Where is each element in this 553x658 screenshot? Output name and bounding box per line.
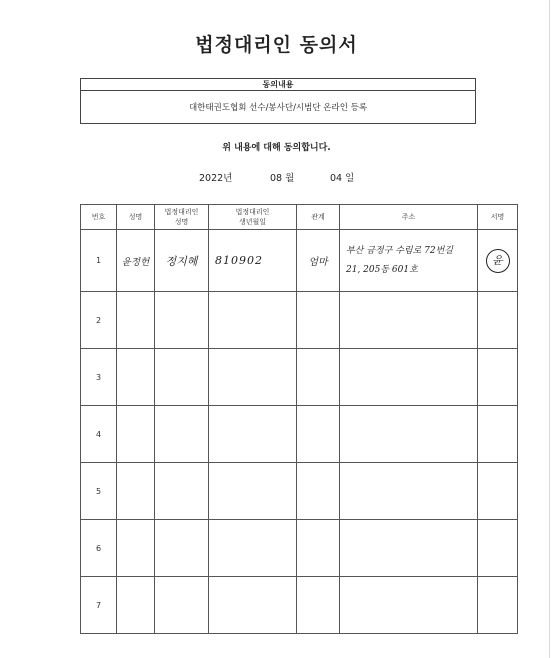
row-signature — [478, 230, 518, 292]
header-guardian-name — [155, 205, 209, 230]
row-relation — [297, 463, 340, 520]
row-signature — [478, 463, 518, 520]
row-name — [117, 292, 155, 349]
consent-box — [80, 78, 476, 124]
row-guardian-birth — [209, 292, 297, 349]
table-row — [81, 349, 518, 406]
handwritten-signature: 윤 — [486, 249, 510, 273]
row-signature — [478, 577, 518, 634]
handwritten-address-line1: 부산 금정구 수림로 72번길 — [346, 245, 453, 256]
row-name — [117, 406, 155, 463]
row-relation — [297, 349, 340, 406]
row-guardian-name — [155, 230, 209, 292]
table-row — [81, 463, 518, 520]
header-address: 주소 — [340, 205, 478, 230]
consent-header: 동의내용 — [81, 79, 475, 91]
row-relation — [297, 577, 340, 634]
row-guardian-name — [155, 349, 209, 406]
row-relation — [297, 406, 340, 463]
row-relation — [297, 520, 340, 577]
row-guardian-birth — [209, 577, 297, 634]
row-guardian-birth — [209, 463, 297, 520]
header-relation: 관계 — [297, 205, 340, 230]
row-number: 5 — [81, 463, 117, 520]
row-name — [117, 577, 155, 634]
header-signature: 서명 — [478, 205, 518, 230]
row-address — [340, 406, 478, 463]
row-number: 1 — [81, 230, 117, 292]
row-guardian-birth — [209, 406, 297, 463]
row-address — [340, 577, 478, 634]
date-month: 08 월 — [270, 173, 295, 184]
handwritten-birth-date: 810902 — [215, 254, 263, 267]
header-number: 번호 — [81, 205, 117, 230]
document-title: 법정대리인 동의서 — [195, 34, 358, 56]
row-signature — [478, 292, 518, 349]
row-guardian-name — [155, 577, 209, 634]
consent-body: 대한태권도협회 선수/봉사단/시범단 온라인 등록 — [188, 103, 368, 113]
row-address — [340, 230, 478, 292]
row-name — [117, 230, 155, 292]
agree-statement: 위 내용에 대해 동의합니다. — [222, 143, 331, 153]
table-row — [81, 520, 518, 577]
row-number: 2 — [81, 292, 117, 349]
handwritten-guardian-name: 정지혜 — [165, 254, 198, 268]
handwritten-address-line2: 21, 205동 601호 — [346, 264, 418, 275]
header-guardian-birth — [209, 205, 297, 230]
row-signature — [478, 520, 518, 577]
row-name — [117, 349, 155, 406]
table-header-row — [81, 205, 518, 230]
row-guardian-birth — [209, 349, 297, 406]
row-guardian-name — [155, 406, 209, 463]
row-guardian-birth — [209, 230, 297, 292]
handwritten-name: 윤정헌 — [121, 256, 150, 268]
date-year: 2022년 — [199, 173, 233, 184]
table-row — [81, 292, 518, 349]
row-number: 4 — [81, 406, 117, 463]
header-guardian-name-text: 법정대리인 성명 — [164, 208, 199, 226]
table-row — [81, 230, 518, 292]
row-signature — [478, 406, 518, 463]
date-day: 04 일 — [330, 173, 355, 184]
handwritten-relation: 엄마 — [308, 257, 328, 268]
row-number: 6 — [81, 520, 117, 577]
row-address — [340, 463, 478, 520]
header-name: 성명 — [117, 205, 155, 230]
signer-table — [80, 204, 518, 634]
row-name — [117, 463, 155, 520]
row-address — [340, 520, 478, 577]
row-guardian-name — [155, 463, 209, 520]
row-signature — [478, 349, 518, 406]
row-relation — [297, 292, 340, 349]
row-guardian-name — [155, 520, 209, 577]
row-name — [117, 520, 155, 577]
table-row — [81, 406, 518, 463]
row-address — [340, 292, 478, 349]
row-relation — [297, 230, 340, 292]
row-number: 7 — [81, 577, 117, 634]
table-row — [81, 577, 518, 634]
row-guardian-birth — [209, 520, 297, 577]
row-guardian-name — [155, 292, 209, 349]
page-edge-line — [549, 0, 550, 658]
header-guardian-birth-text: 법정대리인 생년월일 — [235, 208, 270, 226]
row-number: 3 — [81, 349, 117, 406]
row-address — [340, 349, 478, 406]
